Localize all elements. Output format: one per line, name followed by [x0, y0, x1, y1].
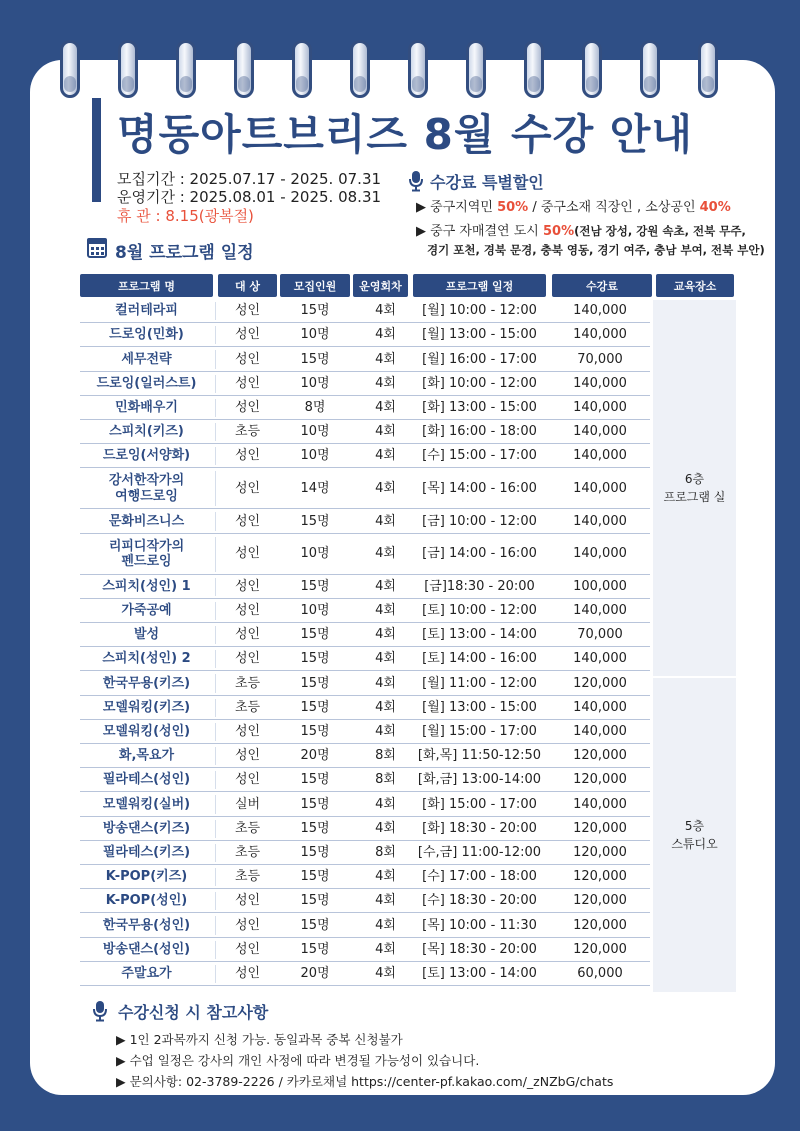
table-row	[80, 535, 650, 575]
program-name-cell: 필라테스(키즈)	[102, 845, 191, 861]
title-accent-bar	[92, 98, 101, 202]
count-cell: 14명	[300, 481, 330, 497]
table-row	[80, 421, 650, 444]
fee-cell: 140,000	[573, 724, 627, 740]
program-name-cell: 필라테스(성인)	[102, 772, 191, 788]
sessions-cell: 4회	[375, 424, 396, 440]
sessions-cell: 4회	[375, 578, 396, 594]
sessions-cell: 4회	[375, 675, 396, 691]
schedule-cell: [금] 10:00 - 12:00	[422, 513, 537, 529]
schedule-cell: [금]18:30 - 20:00	[424, 578, 535, 594]
sessions-cell: 4회	[375, 303, 396, 319]
fee-cell: 140,000	[573, 448, 627, 464]
schedule-cell: [월] 16:00 - 17:00	[422, 351, 537, 367]
spiral-ring-icon	[408, 40, 428, 98]
spiral-ring-icon	[176, 40, 196, 98]
count-cell: 20명	[300, 966, 330, 982]
table-row	[80, 445, 650, 468]
fee-cell: 70,000	[577, 627, 623, 643]
target-cell: 성인	[234, 627, 261, 643]
table-row	[80, 300, 650, 323]
schedule-cell: [목] 10:00 - 11:30	[422, 917, 537, 933]
count-cell: 15명	[300, 845, 330, 861]
target-cell: 성인	[234, 917, 261, 933]
schedule-cell: [화,목] 11:50-12:50	[417, 748, 542, 764]
program-name-cell: 모델워킹(성인)	[102, 724, 191, 740]
count-cell: 15명	[300, 699, 330, 715]
spiral-ring-icon	[524, 40, 544, 98]
table-row	[80, 397, 650, 420]
sessions-cell: 4회	[375, 627, 396, 643]
count-cell: 10명	[300, 448, 330, 464]
fee-cell: 140,000	[573, 546, 627, 562]
count-cell: 10명	[300, 375, 330, 391]
notes-title: 수강신청 시 참고사항	[118, 1003, 269, 1022]
schedule-cell: [월] 13:00 - 15:00	[422, 327, 537, 343]
sessions-cell: 4회	[375, 651, 396, 667]
target-cell: 성인	[234, 303, 261, 319]
target-cell: 성인	[234, 513, 261, 529]
sessions-cell: 4회	[375, 966, 396, 982]
target-cell: 성인	[234, 546, 261, 562]
spiral-ring-icon	[582, 40, 602, 98]
table-row	[80, 510, 650, 533]
spiral-ring-icon	[640, 40, 660, 98]
fee-cell: 120,000	[573, 772, 627, 788]
fee-cell: 120,000	[573, 893, 627, 909]
program-name-cell: 주말요가	[121, 966, 172, 982]
program-name-cell: 스피치(성인) 1	[102, 578, 191, 594]
fee-cell: 120,000	[573, 845, 627, 861]
count-cell: 15명	[300, 772, 330, 788]
table-row	[80, 348, 650, 371]
fee-cell: 140,000	[573, 651, 627, 667]
program-name-cell: 모델워킹(실버)	[102, 796, 191, 812]
table-row	[80, 745, 650, 768]
note-line-3: ▶ 문의사항: 02-3789-2226 / 카카로채널 https://center-pf.kakao.com/_zNZbG/chats	[116, 1074, 614, 1089]
count-cell: 10명	[300, 603, 330, 619]
program-name-cell: 한국무용(성인)	[102, 917, 191, 933]
schedule-cell: [월] 11:00 - 12:00	[422, 675, 537, 691]
program-name-cell: K-POP(키즈)	[105, 869, 188, 885]
schedule-cell: [화] 18:30 - 20:00	[422, 820, 537, 836]
target-cell: 초등	[234, 869, 261, 885]
schedule-cell: [금] 14:00 - 16:00	[422, 546, 537, 562]
program-name-cell: 문화비즈니스	[108, 513, 185, 529]
fee-cell: 60,000	[577, 966, 623, 982]
count-cell: 15명	[300, 303, 330, 319]
program-name-cell: 강서한작가의 여행드로잉	[108, 473, 185, 504]
spiral-ring-icon	[466, 40, 486, 98]
fee-cell: 140,000	[573, 327, 627, 343]
target-cell: 성인	[234, 941, 261, 957]
target-cell: 성인	[234, 748, 261, 764]
count-cell: 15명	[300, 627, 330, 643]
schedule-cell: [토] 13:00 - 14:00	[422, 627, 537, 643]
sessions-cell: 4회	[375, 917, 396, 933]
target-cell: 성인	[234, 400, 261, 416]
header-count: 모집인원	[280, 274, 350, 297]
discount-line-2: ▶ 중구 자매결연 도시 50%(전남 장성, 강원 속초, 전북 무주,	[416, 224, 746, 239]
schedule-cell: [토] 14:00 - 16:00	[422, 651, 537, 667]
fee-cell: 140,000	[573, 424, 627, 440]
calendar-icon	[87, 238, 107, 258]
target-cell: 초등	[234, 424, 261, 440]
sessions-cell: 4회	[375, 724, 396, 740]
recruit-period: 모집기간 : 2025.07.17 - 2025. 07.31	[117, 170, 382, 188]
count-cell: 15명	[300, 513, 330, 529]
program-name-cell: 스피치(성인) 2	[102, 651, 191, 667]
fee-cell: 120,000	[573, 820, 627, 836]
program-name-cell: 방송댄스(성인)	[102, 941, 191, 957]
program-name-cell: 컬러테라피	[115, 303, 178, 319]
target-cell: 초등	[234, 699, 261, 715]
header-program-name: 프로그램 명	[80, 274, 213, 297]
sessions-cell: 4회	[375, 400, 396, 416]
table-row	[80, 769, 650, 792]
fee-cell: 120,000	[573, 869, 627, 885]
note-line-1: ▶ 1인 2과목까지 신청 가능. 동일과목 중복 신청불가	[116, 1032, 403, 1047]
program-name-cell: 가죽공예	[121, 603, 172, 619]
count-cell: 15명	[300, 675, 330, 691]
fee-cell: 120,000	[573, 941, 627, 957]
target-cell: 실버	[234, 796, 261, 812]
sessions-cell: 4회	[375, 603, 396, 619]
count-cell: 15명	[300, 869, 330, 885]
fee-cell: 140,000	[573, 699, 627, 715]
count-cell: 10명	[300, 327, 330, 343]
sessions-cell: 4회	[375, 546, 396, 562]
program-name-cell: 드로잉(일러스트)	[96, 375, 197, 391]
program-name-cell: 리피디작가의 펜드로잉	[108, 538, 185, 570]
table-row	[80, 842, 650, 865]
schedule-title: 8월 프로그램 일정	[115, 243, 254, 263]
sessions-cell: 4회	[375, 869, 396, 885]
table-row	[80, 793, 650, 816]
sessions-cell: 4회	[375, 375, 396, 391]
table-row	[80, 600, 650, 623]
count-cell: 15명	[300, 578, 330, 594]
count-cell: 10명	[300, 546, 330, 562]
count-cell: 15명	[300, 917, 330, 933]
fee-cell: 100,000	[573, 578, 627, 594]
table-row	[80, 818, 650, 841]
count-cell: 15명	[300, 820, 330, 836]
microphone-icon	[408, 170, 424, 192]
program-name-cell: 드로잉(민화)	[109, 327, 184, 343]
table-row	[80, 866, 650, 889]
header-location: 교육장소	[656, 274, 734, 297]
sessions-cell: 4회	[375, 941, 396, 957]
location-floor-5: 5층 스튜디오	[653, 678, 736, 992]
count-cell: 15명	[300, 724, 330, 740]
fee-cell: 140,000	[573, 796, 627, 812]
schedule-cell: [월] 15:00 - 17:00	[422, 724, 537, 740]
program-name-cell: 한국무용(키즈)	[102, 675, 191, 691]
count-cell: 15명	[300, 941, 330, 957]
table-row	[80, 939, 650, 962]
table-row	[80, 672, 650, 695]
sessions-cell: 4회	[375, 699, 396, 715]
fee-cell: 140,000	[573, 603, 627, 619]
operate-period: 운영기간 : 2025.08.01 - 2025. 08.31	[117, 188, 382, 206]
table-row	[80, 914, 650, 937]
sessions-cell: 8회	[375, 748, 396, 764]
target-cell: 성인	[234, 481, 261, 497]
sessions-cell: 4회	[375, 481, 396, 497]
location-floor-6: 6층 프로그램 실	[653, 300, 736, 676]
schedule-cell: [수,금] 11:00-12:00	[417, 845, 542, 861]
sessions-cell: 4회	[375, 796, 396, 812]
target-cell: 성인	[234, 772, 261, 788]
target-cell: 성인	[234, 966, 261, 982]
table-row	[80, 624, 650, 647]
schedule-cell: [화,금] 13:00-14:00	[417, 772, 542, 788]
schedule-cell: [토] 10:00 - 12:00	[422, 603, 537, 619]
fee-cell: 120,000	[573, 748, 627, 764]
schedule-cell: [월] 10:00 - 12:00	[422, 303, 537, 319]
sessions-cell: 4회	[375, 351, 396, 367]
spiral-ring-icon	[60, 40, 80, 98]
spiral-ring-icon	[118, 40, 138, 98]
schedule-cell: [화] 13:00 - 15:00	[422, 400, 537, 416]
count-cell: 20명	[300, 748, 330, 764]
sessions-cell: 4회	[375, 513, 396, 529]
schedule-cell: [토] 13:00 - 14:00	[422, 966, 537, 982]
table-row	[80, 648, 650, 671]
table-row	[80, 373, 650, 396]
count-cell: 10명	[300, 424, 330, 440]
schedule-cell: [화] 16:00 - 18:00	[422, 424, 537, 440]
program-name-cell: 모델워킹(키즈)	[102, 699, 191, 715]
spiral-ring-icon	[234, 40, 254, 98]
table-row	[80, 469, 650, 509]
program-name-cell: 스피치(키즈)	[109, 424, 184, 440]
count-cell: 8명	[304, 400, 326, 416]
schedule-cell: [수] 15:00 - 17:00	[422, 448, 537, 464]
discount-line-3: 경기 포천, 경북 문경, 충북 영동, 경기 여주, 충남 부여, 전북 부안)	[427, 243, 765, 257]
spiral-ring-icon	[292, 40, 312, 98]
schedule-cell: [수] 17:00 - 18:00	[422, 869, 537, 885]
header-sessions: 운영회차	[353, 274, 408, 297]
header-schedule: 프로그램 일정	[413, 274, 546, 297]
spiral-ring-icon	[698, 40, 718, 98]
page-title: 명동아트브리즈 8월 수강 안내	[117, 110, 693, 159]
sessions-cell: 4회	[375, 893, 396, 909]
program-name-cell: 화,목요가	[118, 748, 175, 764]
table-row	[80, 963, 650, 986]
fee-cell: 140,000	[573, 481, 627, 497]
count-cell: 15명	[300, 351, 330, 367]
count-cell: 15명	[300, 893, 330, 909]
sessions-cell: 4회	[375, 448, 396, 464]
microphone-icon	[92, 1000, 108, 1022]
target-cell: 초등	[234, 845, 261, 861]
program-name-cell: 드로잉(서양화)	[102, 448, 191, 464]
table-row	[80, 890, 650, 913]
program-name-cell: 세무전략	[121, 351, 172, 367]
table-row	[80, 324, 650, 347]
program-name-cell: 민화배우기	[115, 400, 178, 416]
fee-cell: 140,000	[573, 375, 627, 391]
target-cell: 성인	[234, 893, 261, 909]
target-cell: 성인	[234, 327, 261, 343]
target-cell: 초등	[234, 820, 261, 836]
program-name-cell: K-POP(성인)	[105, 893, 188, 909]
fee-cell: 140,000	[573, 400, 627, 416]
fee-cell: 120,000	[573, 675, 627, 691]
fee-cell: 120,000	[573, 917, 627, 933]
fee-cell: 70,000	[577, 351, 623, 367]
sessions-cell: 4회	[375, 327, 396, 343]
note-line-2: ▶ 수업 일정은 강사의 개인 사정에 따라 변경될 가능성이 있습니다.	[116, 1053, 480, 1068]
target-cell: 성인	[234, 448, 261, 464]
schedule-cell: [목] 18:30 - 20:00	[422, 941, 537, 957]
target-cell: 성인	[234, 603, 261, 619]
count-cell: 15명	[300, 796, 330, 812]
target-cell: 성인	[234, 578, 261, 594]
target-cell: 성인	[234, 651, 261, 667]
sessions-cell: 8회	[375, 772, 396, 788]
target-cell: 성인	[234, 724, 261, 740]
target-cell: 성인	[234, 375, 261, 391]
holiday-notice: 휴 관 : 8.15(광복절)	[117, 207, 254, 225]
header-fee: 수강료	[552, 274, 652, 297]
fee-cell: 140,000	[573, 513, 627, 529]
program-name-cell: 발성	[133, 627, 160, 643]
table-row	[80, 721, 650, 744]
schedule-cell: [수] 18:30 - 20:00	[422, 893, 537, 909]
discount-title: 수강료 특별할인	[430, 173, 544, 192]
schedule-cell: [목] 14:00 - 16:00	[422, 481, 537, 497]
schedule-cell: [화] 15:00 - 17:00	[422, 796, 537, 812]
discount-line-1: ▶ 중구지역민 50% / 중구소재 직장인 , 소상공인 40%	[416, 200, 731, 215]
target-cell: 성인	[234, 351, 261, 367]
fee-cell: 140,000	[573, 303, 627, 319]
count-cell: 15명	[300, 651, 330, 667]
program-name-cell: 방송댄스(키즈)	[102, 820, 191, 836]
schedule-cell: [월] 13:00 - 15:00	[422, 699, 537, 715]
table-row	[80, 576, 650, 599]
sessions-cell: 8회	[375, 845, 396, 861]
spiral-ring-icon	[350, 40, 370, 98]
schedule-cell: [화] 10:00 - 12:00	[422, 375, 537, 391]
target-cell: 초등	[234, 675, 261, 691]
table-row	[80, 697, 650, 720]
header-target: 대 상	[218, 274, 277, 297]
sessions-cell: 4회	[375, 820, 396, 836]
